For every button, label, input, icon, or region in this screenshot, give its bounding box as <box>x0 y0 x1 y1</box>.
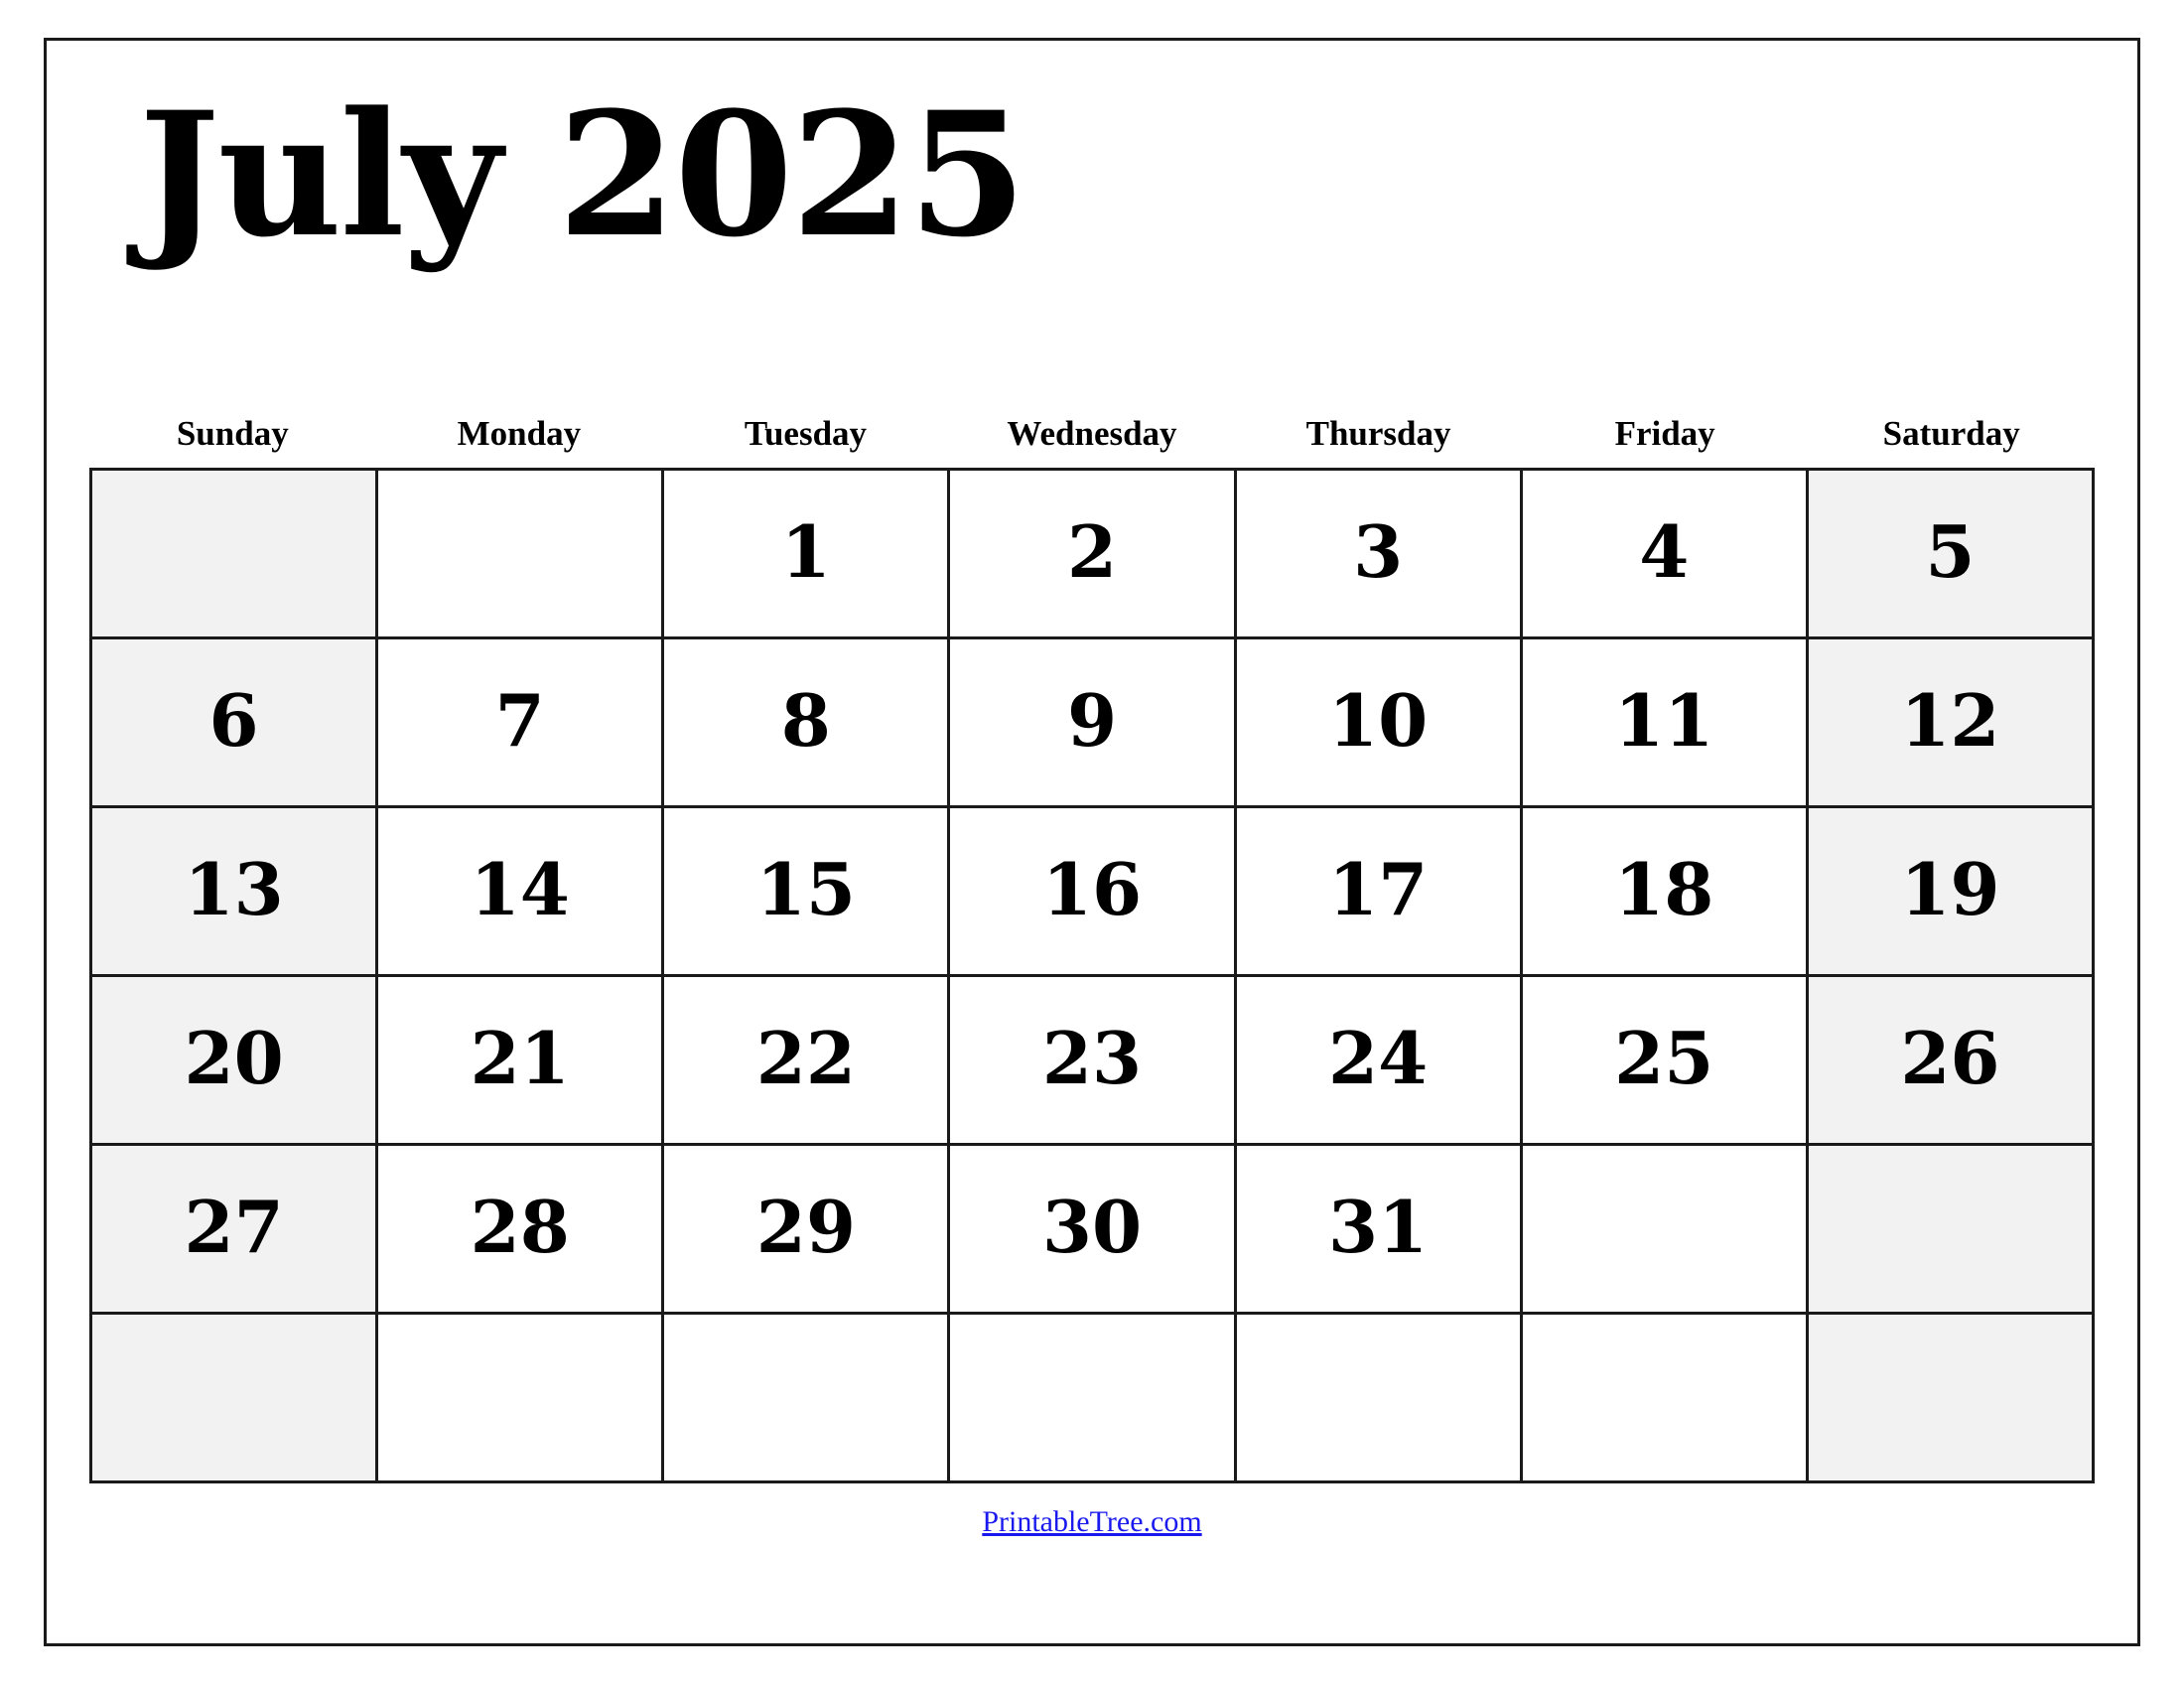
day-number: 2 <box>1066 508 1118 594</box>
day-number: 3 <box>1353 508 1404 594</box>
weekday-label-saturday: Saturday <box>1882 414 2020 453</box>
day-number: 19 <box>1900 846 2000 931</box>
calendar-day-cell[interactable] <box>664 808 950 977</box>
day-number: 13 <box>184 846 284 931</box>
day-number: 16 <box>1041 846 1143 931</box>
calendar-day-cell[interactable] <box>664 639 950 808</box>
calendar-day-cell[interactable] <box>950 1315 1236 1483</box>
day-number: 9 <box>1066 677 1118 763</box>
calendar-day-cell[interactable] <box>950 977 1236 1146</box>
calendar-day-cell[interactable] <box>378 1315 664 1483</box>
day-number: 10 <box>1328 677 1429 763</box>
day-number: 26 <box>1900 1015 2000 1100</box>
day-number: 20 <box>184 1015 284 1100</box>
calendar-day-cell[interactable] <box>1809 639 2095 808</box>
day-number: 1 <box>780 508 831 594</box>
calendar-day-cell[interactable] <box>378 977 664 1146</box>
calendar-day-cell[interactable] <box>1523 977 1809 1146</box>
calendar-day-cell[interactable] <box>1523 1146 1809 1315</box>
day-number: 21 <box>470 1015 570 1100</box>
footer <box>89 1483 2095 1539</box>
weekday-label-thursday: Thursday <box>1305 414 1451 453</box>
day-number: 27 <box>184 1184 284 1269</box>
day-number: 14 <box>470 846 570 931</box>
calendar-day-cell[interactable] <box>378 1146 664 1315</box>
calendar-day-cell[interactable] <box>664 977 950 1146</box>
calendar-day-cell[interactable] <box>950 639 1236 808</box>
calendar-day-cell[interactable] <box>1237 1315 1523 1483</box>
day-number: 29 <box>755 1184 856 1269</box>
calendar-day-cell[interactable] <box>950 808 1236 977</box>
calendar-day-cell[interactable] <box>1523 1315 1809 1483</box>
day-number: 5 <box>1925 508 1976 594</box>
calendar-day-cell[interactable] <box>950 471 1236 639</box>
calendar-day-cell[interactable] <box>1809 1315 2095 1483</box>
calendar-day-cell[interactable] <box>664 1146 950 1315</box>
day-number: 17 <box>1328 846 1429 931</box>
calendar-day-cell[interactable] <box>1237 977 1523 1146</box>
day-number: 15 <box>755 846 856 931</box>
page-title: July 2025 <box>139 73 1025 275</box>
calendar-day-cell[interactable] <box>1237 808 1523 977</box>
weekday-label-tuesday: Tuesday <box>744 414 868 453</box>
calendar-day-cell[interactable] <box>1237 639 1523 808</box>
calendar-day-cell[interactable] <box>664 1315 950 1483</box>
calendar-day-cell[interactable] <box>92 1315 378 1483</box>
calendar-day-cell[interactable] <box>92 977 378 1146</box>
calendar-day-cell[interactable] <box>1809 977 2095 1146</box>
calendar-day-cell[interactable] <box>378 808 664 977</box>
calendar-day-cell[interactable] <box>1523 471 1809 639</box>
calendar-day-cell[interactable] <box>664 471 950 639</box>
weekday-label-wednesday: Wednesday <box>1007 414 1177 453</box>
day-number: 8 <box>780 677 831 763</box>
calendar-day-cell[interactable] <box>378 471 664 639</box>
day-number: 7 <box>494 677 545 763</box>
day-number: 25 <box>1614 1015 1714 1100</box>
printabletree-link[interactable]: PrintableTree.com <box>982 1505 1202 1538</box>
calendar-day-cell[interactable] <box>92 808 378 977</box>
day-number: 22 <box>755 1015 856 1100</box>
calendar-day-cell[interactable] <box>1523 808 1809 977</box>
calendar-day-cell[interactable] <box>1237 1146 1523 1315</box>
day-number: 6 <box>208 677 259 763</box>
weekday-label-monday: Monday <box>457 414 582 453</box>
calendar-day-cell[interactable] <box>1809 471 2095 639</box>
day-number: 23 <box>1041 1015 1143 1100</box>
day-number: 28 <box>470 1184 570 1269</box>
calendar-day-cell[interactable] <box>1809 1146 2095 1315</box>
calendar-day-cell[interactable] <box>92 639 378 808</box>
weekday-header-row <box>89 414 2095 468</box>
day-number: 18 <box>1614 846 1714 931</box>
calendar-day-cell[interactable] <box>92 471 378 639</box>
day-number: 4 <box>1639 508 1690 594</box>
calendar-day-cell[interactable] <box>378 639 664 808</box>
calendar-day-cell[interactable] <box>1809 808 2095 977</box>
calendar-day-cell[interactable] <box>1523 639 1809 808</box>
day-number: 30 <box>1041 1184 1143 1269</box>
calendar-day-cell[interactable] <box>1237 471 1523 639</box>
day-number: 12 <box>1900 677 2000 763</box>
calendar-grid <box>89 468 2095 1483</box>
day-number: 11 <box>1614 677 1714 763</box>
weekday-label-friday: Friday <box>1614 414 1715 453</box>
calendar-day-cell[interactable] <box>92 1146 378 1315</box>
day-number: 24 <box>1328 1015 1429 1100</box>
calendar-content <box>79 60 2105 1628</box>
day-number: 31 <box>1328 1184 1429 1269</box>
calendar-day-cell[interactable] <box>950 1146 1236 1315</box>
weekday-label-sunday: Sunday <box>176 414 289 453</box>
